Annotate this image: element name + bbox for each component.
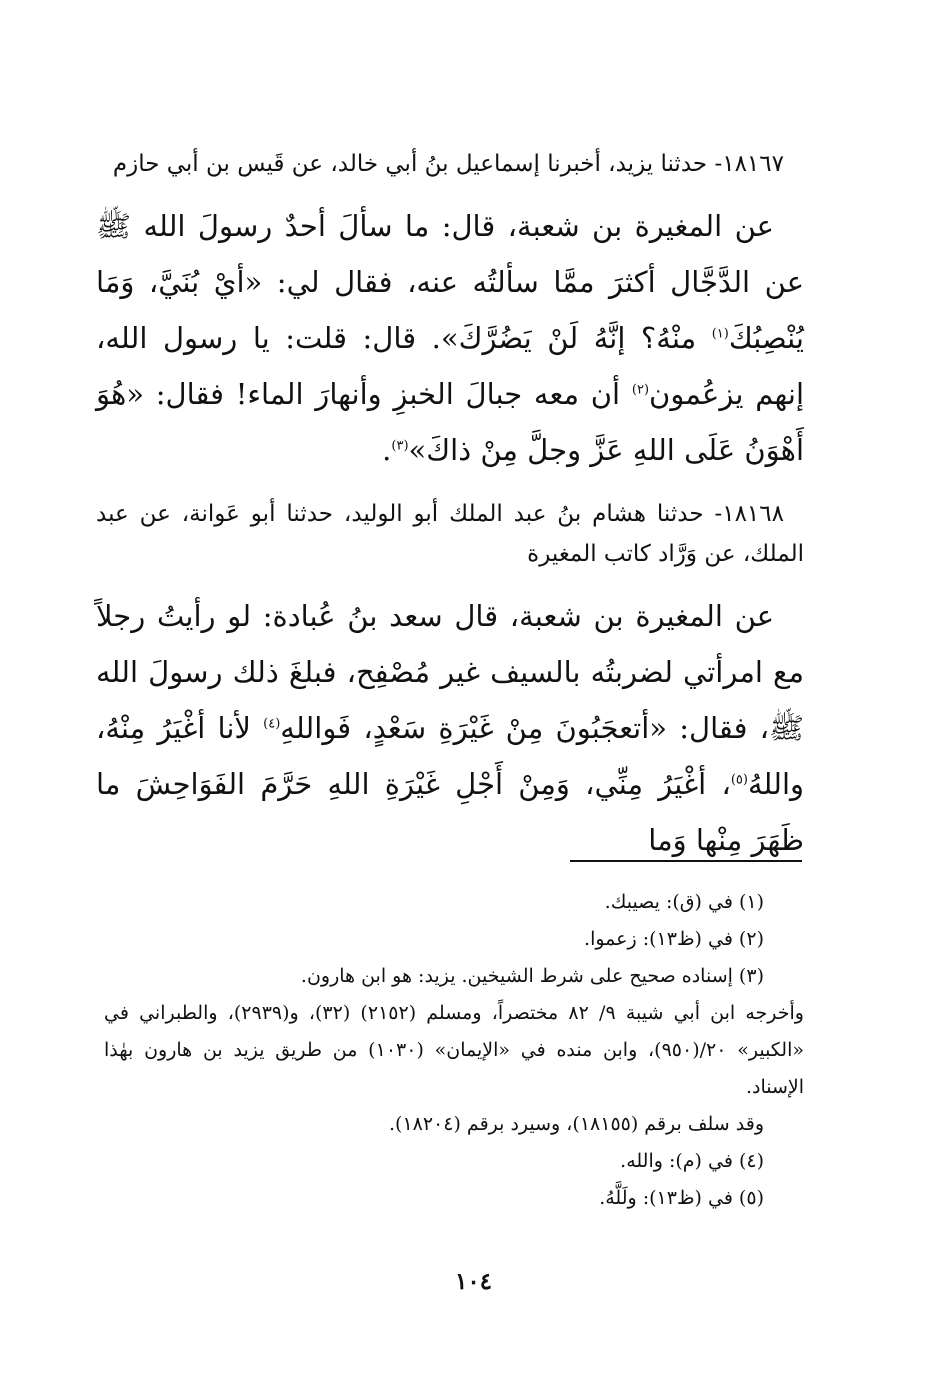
hadith-18168-matn [96, 588, 804, 868]
matn-text: عن المغيرة بن شعبة، قال سعد بنُ عُبادة: لو رأيتُ رجلاً مع امرأتي لضربتُه بالسيف غير مُصْفِح، فبلغَ ذلك رسولَ الله ﷺ، فقال: «أتعجَبُونَ مِنْ غَيْرَةِ سَعْدٍ، فَواللهِ [96, 599, 804, 745]
footnote-4: (٤) في (م): والله. [620, 1150, 764, 1172]
footnote-ref-5: (٥) [730, 772, 748, 788]
main-text [96, 128, 804, 868]
footnote-ref-2: (٢) [631, 382, 650, 398]
footnote-ref-4: (٤) [263, 716, 281, 732]
footnote-2: (٢) في (ظ١٣): زعموا. [584, 928, 764, 950]
footnote-separator [570, 860, 802, 862]
matn-text: منْهُ؟ إنَّهُ لَنْ يَضُرَّكَ». قال: قلت: يا رسول الله، إنهم يزعُمون [96, 321, 804, 411]
hadith-18167-matn [96, 198, 804, 478]
footnote-5: (٥) في (ظ١٣): ولَلَّهُ. [599, 1187, 764, 1209]
footnote-3-cross-reference: وقد سلف برقم (١٨١٥٥)، وسيرد برقم (١٨٢٠٤). [388, 1113, 764, 1135]
footnote-3: (٣) إسناده صحيح على شرط الشيخين. يزيد: هو ابن هارون. [300, 965, 764, 987]
page-number: ١٠٤ [454, 1268, 493, 1295]
footnote-3-takhrij: وأخرجه ابن أبي شيبة ٩/ ٨٢ مختصراً، ومسلم (٢١٥٢) (٣٢)، و(٢٩٣٩)، والطبراني في «الكبير» ٢٠/(٩٥٠)، وابن منده في «الإيمان» (١٠٣٠) من طريق يزيد بن هارون بهٰذا الإسناد. [104, 1002, 804, 1098]
hadith-18167-isnad: ١٨١٦٧- حدثنا يزيد، أخبرنا إسماعيل بنُ أبي خالد، عن قَيس بن أبي حازم [112, 151, 784, 177]
matn-text: عن المغيرة بن شعبة، قال: ما سألَ أحدٌ رسولَ الله ﷺ عن الدَّجَّال أكثرَ ممَّا سألتُه عنه، فقال لي: «أيْ بُنَيَّ، وَمَا يُنْصِبُكَ [96, 209, 804, 355]
matn-text: . [382, 433, 392, 467]
footnote-ref-3: (٣) [391, 438, 409, 454]
matn-text: أن معه جبالَ الخبزِ وأنهارَ الماء! فقال: «هُوَ أَهْوَنُ عَلَى اللهِ عَزَّ وجلَّ مِنْ ذاكَ» [96, 377, 804, 467]
footnote-ref-1: (١) [711, 326, 729, 342]
matn-text: لأنا أغْيَرُ مِنْهُ، واللهُ [96, 711, 804, 801]
hadith-18168-isnad: ١٨١٦٨- حدثنا هشام بنُ عبد الملك أبو الوليد، حدثنا أبو عَوانة، عن عبد الملك، عن وَرَّاد كاتب المغيرة [96, 501, 804, 567]
footnote-1: (١) في (ق): يصيبك. [604, 891, 764, 913]
matn-text: ، أغْيَرُ مِنِّي، وَمِنْ أَجْلِ غَيْرَةِ اللهِ حَرَّمَ الفَوَاحِشَ ما ظَهَرَ مِنْها وَما [96, 767, 804, 857]
footnotes [104, 884, 804, 1217]
